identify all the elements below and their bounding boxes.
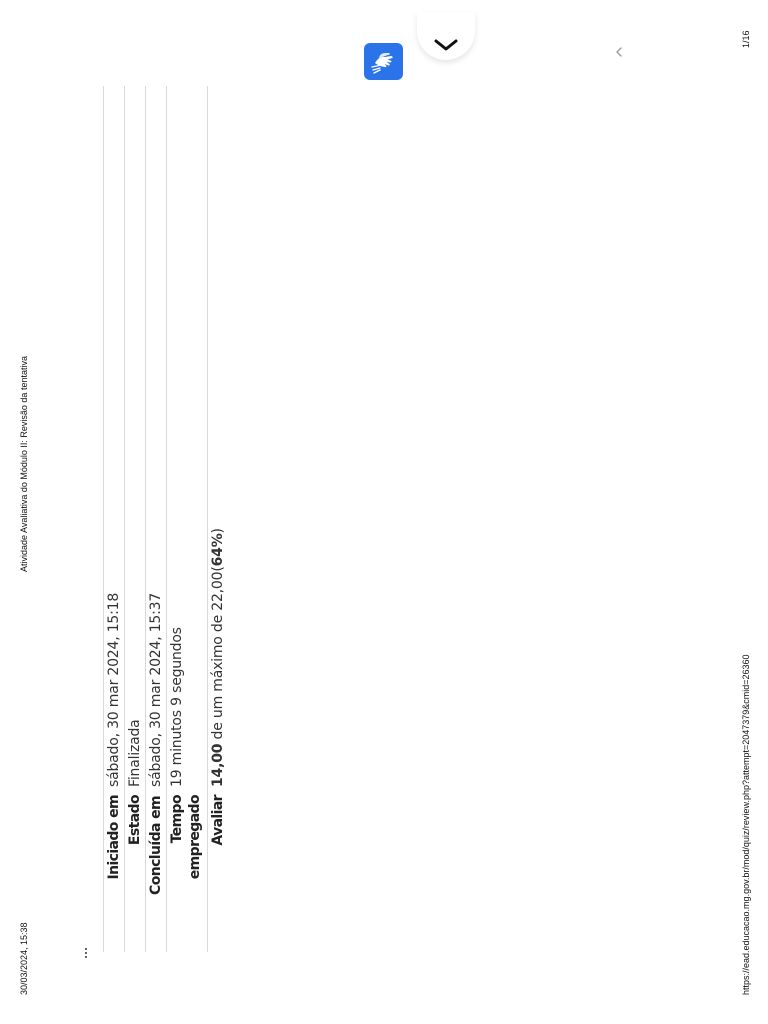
sign-language-hands-icon[interactable]: [364, 43, 403, 80]
table-divider: [145, 86, 146, 952]
print-page-title: Atividade Avaliativa do Módulo II: Revisão da tentativa: [19, 356, 29, 572]
grade-score: 14,00: [210, 743, 226, 787]
summary-row-value-state: Finalizada: [127, 719, 143, 787]
print-url[interactable]: https://ead.educacao.mg.gov.br/mod/quiz/review.php?attempt=2047379&cmid=26360: [741, 654, 751, 995]
summary-row-label-started: Iniciado em: [106, 795, 122, 880]
ellipsis-icon[interactable]: [82, 946, 90, 958]
summary-row-label-time: Tempo: [169, 795, 185, 844]
table-divider: [103, 86, 104, 952]
summary-row-value-started: sábado, 30 mar 2024, 15:18: [106, 592, 122, 787]
grade-close-paren: ): [210, 528, 226, 534]
summary-row-value-grade: [210, 528, 226, 787]
print-page-number: 1/16: [741, 30, 751, 48]
grade-max-text: de um máximo de 22,00(: [210, 566, 226, 744]
summary-row-label-completed: Concluída em: [148, 796, 164, 895]
table-divider: [207, 86, 208, 952]
table-divider: [166, 86, 167, 952]
summary-row-label-time-line2: empregado: [187, 795, 203, 880]
table-divider: [124, 86, 125, 952]
summary-row-value-time: 19 minutos 9 segundos: [169, 627, 185, 787]
summary-row-label-state: Estado: [127, 795, 143, 846]
print-date-time: 30/03/2024, 15:38: [19, 922, 29, 995]
chevron-down-icon[interactable]: [417, 12, 475, 60]
summary-row-value-completed: sábado, 30 mar 2024, 15:37: [148, 592, 164, 787]
summary-row-label-grade: Avaliar: [210, 795, 226, 846]
grade-percent: 64%: [210, 533, 226, 567]
chevron-left-icon[interactable]: [612, 44, 626, 60]
